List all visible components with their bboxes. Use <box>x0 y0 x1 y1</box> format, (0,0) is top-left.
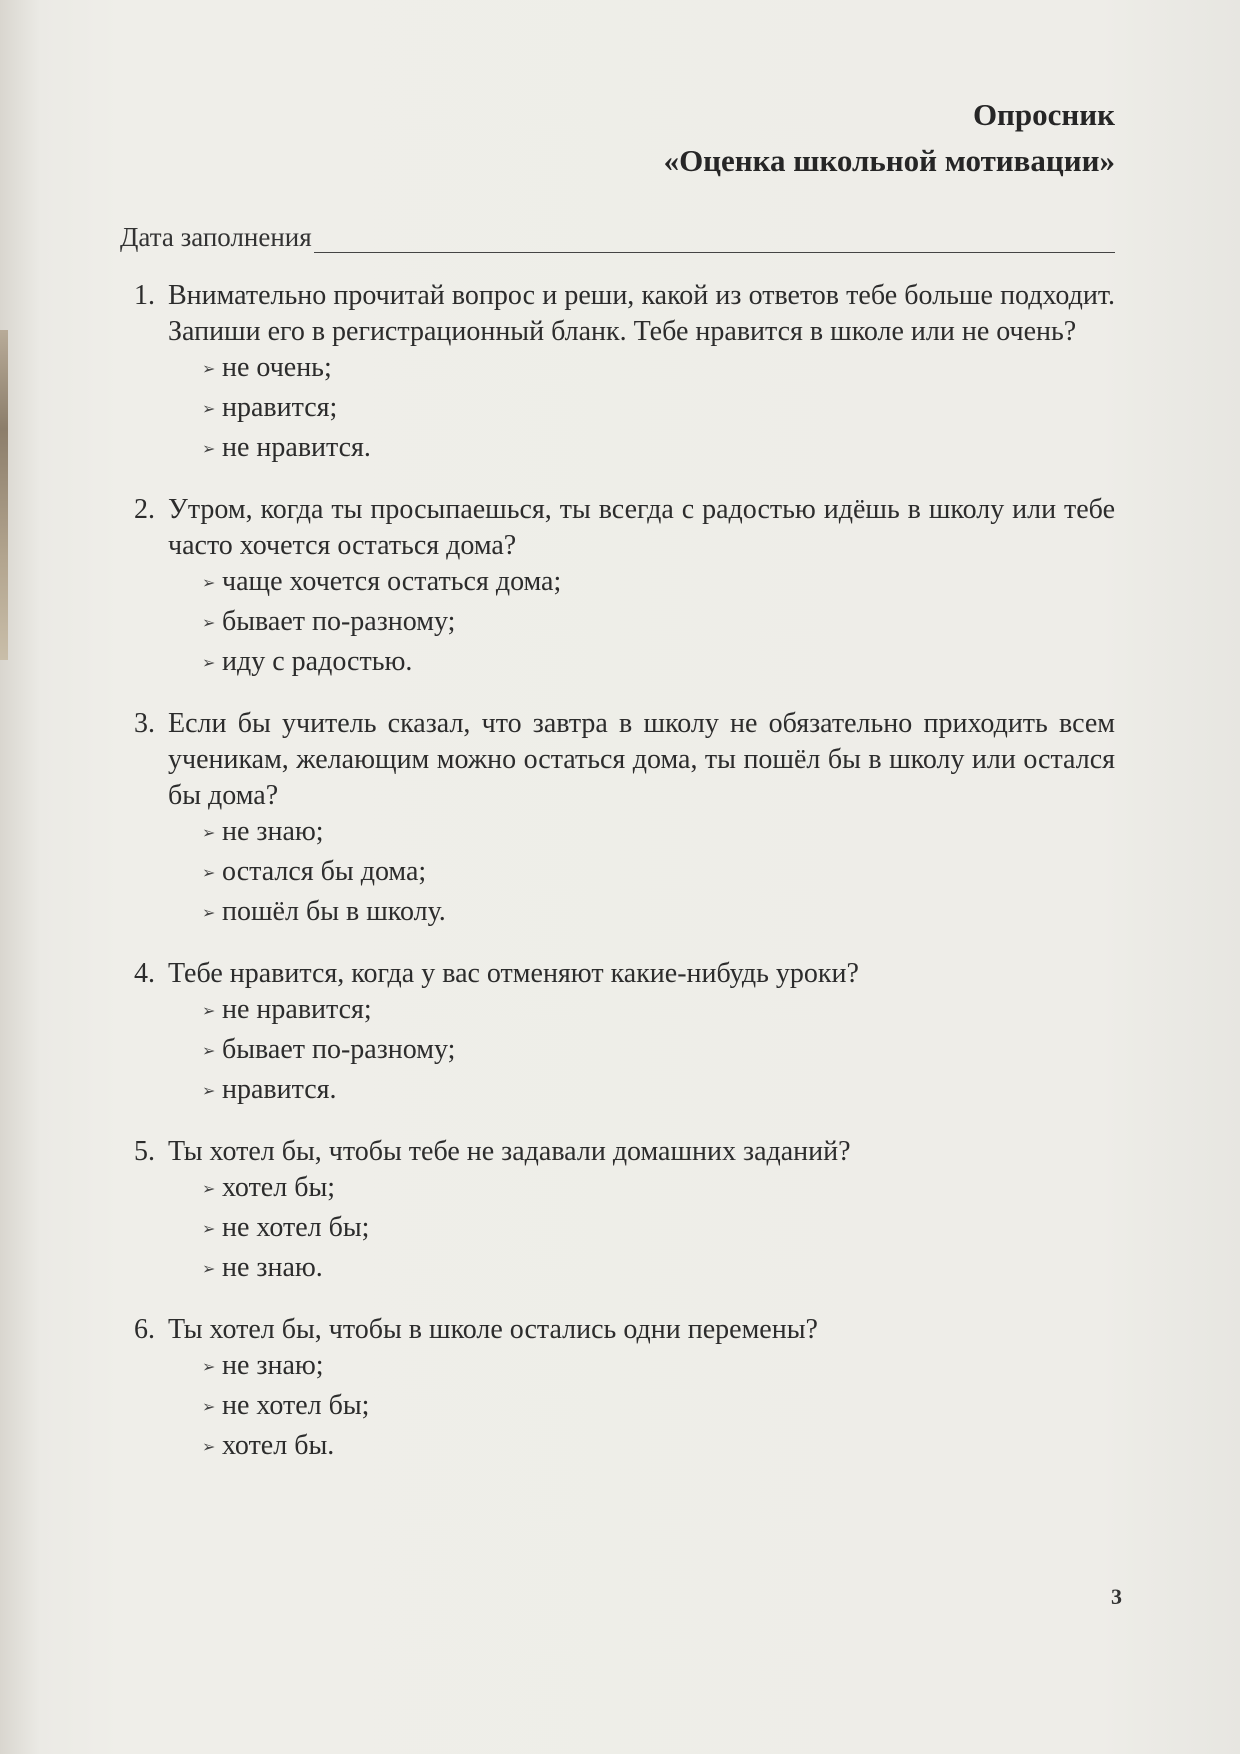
option-item[interactable] <box>202 1428 1115 1468</box>
option-label: не знаю; <box>222 816 324 847</box>
option-label: бывает по-разному; <box>222 606 456 637</box>
arrow-bullet-icon: ➢ <box>202 615 216 632</box>
question-6 <box>120 1312 1115 1468</box>
arrow-bullet-icon: ➢ <box>202 1399 216 1416</box>
arrow-bullet-icon: ➢ <box>202 655 216 672</box>
option-label: не нравится; <box>222 994 372 1025</box>
option-item[interactable] <box>202 1348 1115 1388</box>
arrow-bullet-icon: ➢ <box>202 825 216 842</box>
question-number: 5. <box>134 1136 155 1167</box>
option-item[interactable] <box>202 564 1115 604</box>
question-text: Тебе нравится, когда у вас отменяют какие-нибудь уроки? <box>168 958 859 989</box>
option-item[interactable] <box>202 430 1115 470</box>
question-3 <box>120 706 1115 934</box>
arrow-bullet-icon: ➢ <box>202 401 216 418</box>
arrow-bullet-icon: ➢ <box>202 865 216 882</box>
arrow-bullet-icon: ➢ <box>202 1003 216 1020</box>
question-text: Если бы учитель сказал, что завтра в школу не обязательно приходить всем ученикам, желающим можно остаться дома, ты пошёл бы в школу или остался бы дома? <box>168 708 1115 811</box>
question-number: 1. <box>134 280 155 311</box>
arrow-bullet-icon: ➢ <box>202 1221 216 1238</box>
option-label: не хотел бы; <box>222 1212 370 1243</box>
arrow-bullet-icon: ➢ <box>202 1261 216 1278</box>
title-line-1: Опросник <box>972 97 1115 132</box>
option-item[interactable] <box>202 644 1115 684</box>
book-spine-edge <box>0 330 8 660</box>
question-text: Ты хотел бы, чтобы в школе остались одни перемены? <box>168 1314 818 1345</box>
option-item[interactable] <box>202 1032 1115 1072</box>
option-item[interactable] <box>202 992 1115 1032</box>
arrow-bullet-icon: ➢ <box>202 1181 216 1198</box>
option-item[interactable] <box>202 1250 1115 1290</box>
arrow-bullet-icon: ➢ <box>202 1043 216 1060</box>
option-label: не знаю; <box>222 1350 324 1381</box>
question-2 <box>120 492 1115 684</box>
question-4 <box>120 956 1115 1112</box>
question-number: 2. <box>134 494 155 525</box>
option-item[interactable] <box>202 1170 1115 1210</box>
question-text: Утром, когда ты просыпаешься, ты всегда с радостью идёшь в школу или тебе часто хочется остаться дома? <box>168 494 1115 561</box>
options-list <box>120 992 1115 1112</box>
options-list <box>120 350 1115 470</box>
option-label: чаще хочется остаться дома; <box>222 566 562 597</box>
option-item[interactable] <box>202 1388 1115 1428</box>
arrow-bullet-icon: ➢ <box>202 905 216 922</box>
question-number: 3. <box>134 708 155 739</box>
option-item[interactable] <box>202 1072 1115 1112</box>
title-line-2: «Оценка школьной мотивации» <box>663 143 1115 178</box>
option-label: иду с радостью. <box>222 646 413 677</box>
option-item[interactable] <box>202 390 1115 430</box>
options-list <box>120 1170 1115 1290</box>
question-1 <box>120 278 1115 470</box>
question-number: 4. <box>134 958 155 989</box>
page-number: 3 <box>1111 1584 1122 1609</box>
arrow-bullet-icon: ➢ <box>202 361 216 378</box>
option-label: не очень; <box>222 352 332 383</box>
option-label: не знаю. <box>222 1252 323 1283</box>
date-field <box>120 222 1115 253</box>
option-item[interactable] <box>202 854 1115 894</box>
option-label: не хотел бы; <box>222 1390 370 1421</box>
option-item[interactable] <box>202 350 1115 390</box>
option-label: нравится. <box>222 1074 337 1105</box>
option-item[interactable] <box>202 604 1115 644</box>
option-item[interactable] <box>202 894 1115 934</box>
option-item[interactable] <box>202 814 1115 854</box>
option-label: хотел бы; <box>222 1172 336 1203</box>
option-item[interactable] <box>202 1210 1115 1250</box>
arrow-bullet-icon: ➢ <box>202 575 216 592</box>
date-fill-line[interactable] <box>314 230 1115 253</box>
option-label: хотел бы. <box>222 1430 335 1461</box>
options-list <box>120 564 1115 684</box>
arrow-bullet-icon: ➢ <box>202 441 216 458</box>
questions-list <box>120 278 1115 1490</box>
title-block <box>664 92 1115 184</box>
option-label: не нравится. <box>222 432 371 463</box>
options-list <box>120 1348 1115 1468</box>
question-text: Ты хотел бы, чтобы тебе не задавали домашних заданий? <box>168 1136 851 1167</box>
option-label: нравится; <box>222 392 338 423</box>
option-label: бывает по-разному; <box>222 1034 456 1065</box>
question-number: 6. <box>134 1314 155 1345</box>
options-list <box>120 814 1115 934</box>
option-label: пошёл бы в школу. <box>222 896 446 927</box>
arrow-bullet-icon: ➢ <box>202 1439 216 1456</box>
arrow-bullet-icon: ➢ <box>202 1359 216 1376</box>
question-text: Внимательно прочитай вопрос и реши, какой из ответов тебе больше подходит. Запиши его в регистрационный бланк. Тебе нравится в школе или не очень? <box>168 280 1115 347</box>
date-label: Дата заполнения <box>120 222 312 252</box>
option-label: остался бы дома; <box>222 856 427 887</box>
question-5 <box>120 1134 1115 1290</box>
arrow-bullet-icon: ➢ <box>202 1083 216 1100</box>
